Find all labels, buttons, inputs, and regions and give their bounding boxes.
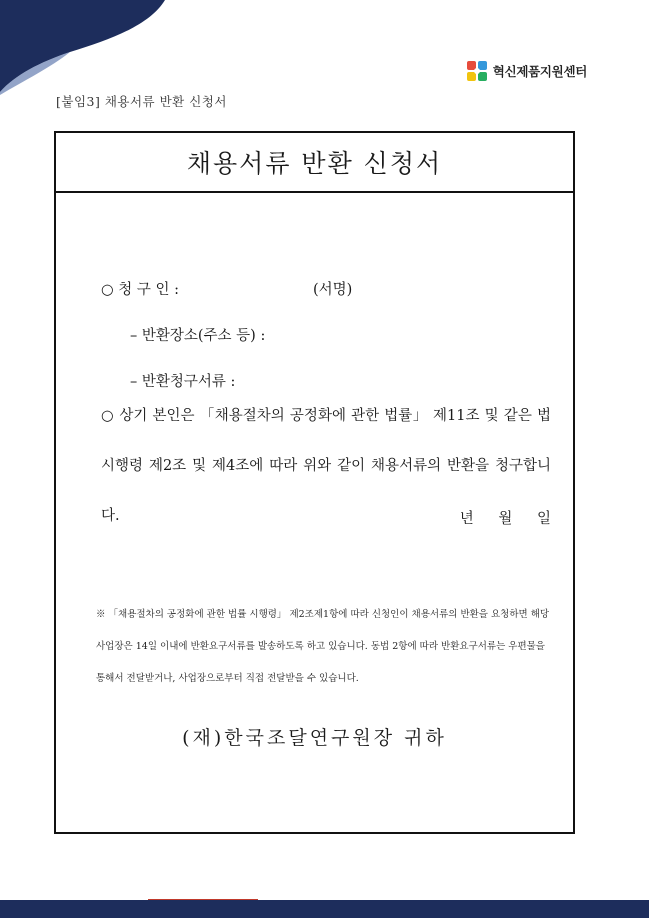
organization-logo	[466, 60, 587, 82]
logo-icon	[466, 60, 488, 82]
addressee: (재)한국조달연구원장 귀하	[182, 727, 447, 749]
footer-band	[0, 900, 649, 918]
logo-text: 혁신제품지원센터	[492, 64, 587, 79]
return-place-label: – 반환장소(주소 등) :	[130, 328, 266, 344]
application-form	[54, 131, 575, 834]
signature-label: (서명)	[313, 282, 353, 298]
return-docs-label: – 반환청구서류 :	[130, 374, 236, 390]
claimant-label: ○ 청 구 인 :	[101, 282, 179, 298]
statement-paragraph: ○ 상기 본인은 「채용절차의 공정화에 관한 법률」 제11조 및 같은 법 시행령 제2조 및 제4조에 따라 위와 같이 채용서류의 반환을 청구합니다.	[101, 408, 551, 524]
attachment-label: [붙임3] 채용서류 반환 신청서	[56, 94, 227, 109]
date-line: 년 월 일	[459, 511, 551, 527]
form-title: 채용서류 반환 신청서	[56, 133, 573, 193]
notice-text: ※ 「채용절차의 공정화에 관한 법률 시행령」 제2조제1항에 따라 신청인이 채용서류의 반환을 요청하면 해당 사업장은 14일 이내에 반환요구서류를 발송하도록 하고 있습니다. 동법 2항에 따라 반환요구서류는 우편물을 통해서 전달받거나, 사업장으로부터 직접 전달받을 수 있습니다.	[96, 609, 550, 684]
corner-decoration	[0, 0, 170, 95]
claimant-row	[101, 278, 353, 299]
